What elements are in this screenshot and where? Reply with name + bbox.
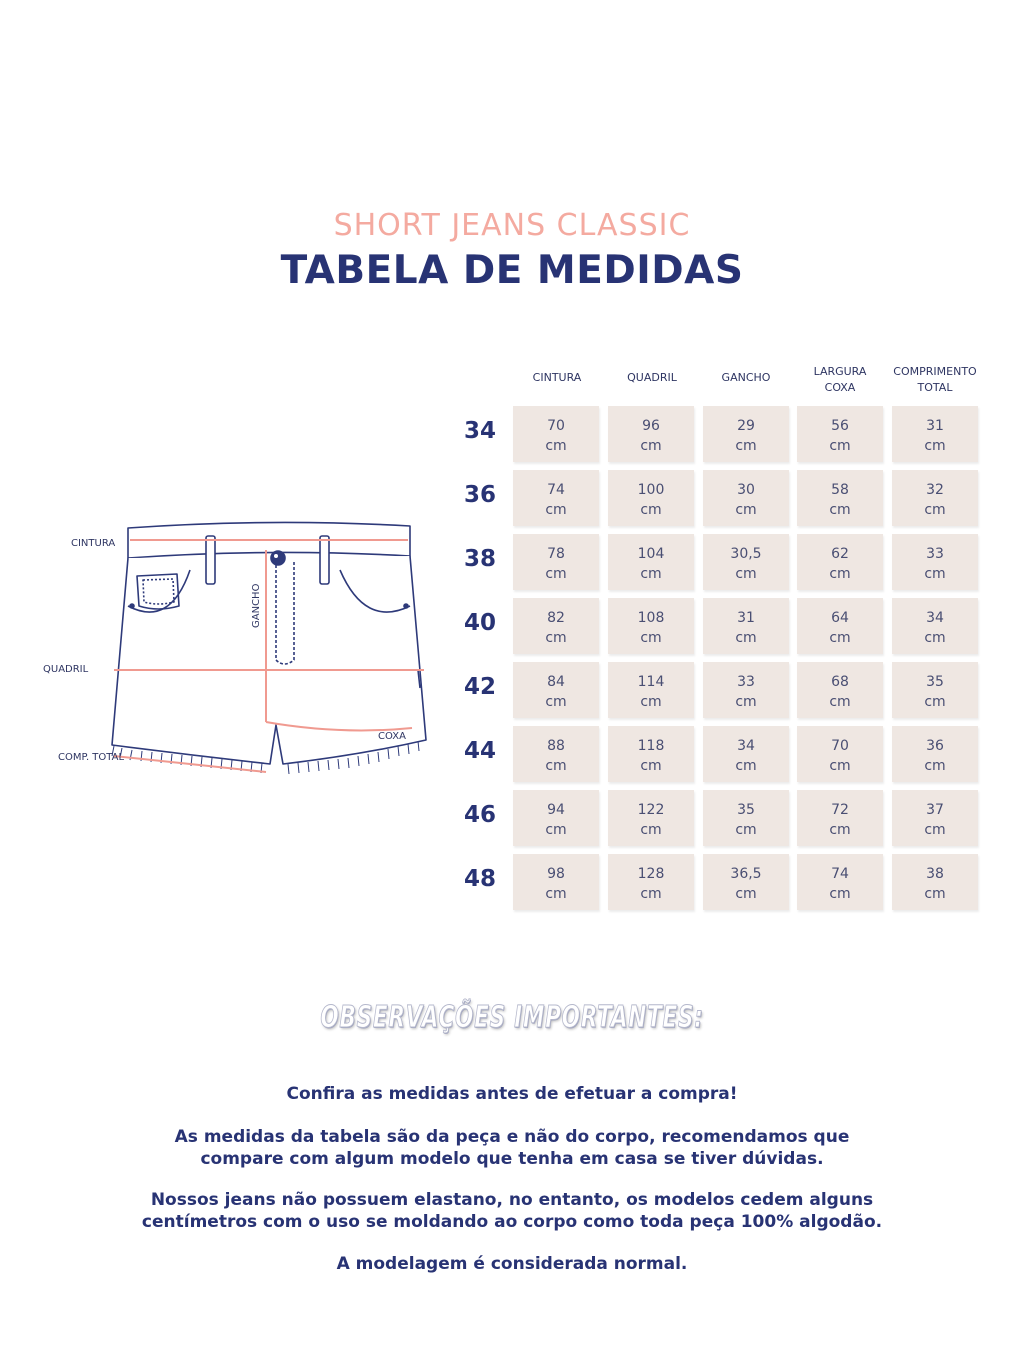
cell-value: 34 xyxy=(737,738,755,754)
cell-value: 34 xyxy=(926,610,944,626)
cell-unit: cm xyxy=(640,886,662,902)
cell-unit: cm xyxy=(640,630,662,646)
cell-unit: cm xyxy=(640,438,662,454)
cell-unit: cm xyxy=(924,694,946,710)
table-cell xyxy=(703,406,789,462)
table-cell xyxy=(608,726,694,782)
label-comp-total: COMP. TOTAL xyxy=(58,752,125,763)
cell-unit: cm xyxy=(735,502,757,518)
cell-unit: cm xyxy=(829,502,851,518)
cell-value: 35 xyxy=(737,802,755,818)
cell-value: 88 xyxy=(547,738,565,754)
size-label: 40 xyxy=(463,610,496,636)
cell-value: 78 xyxy=(547,546,565,562)
cell-unit: cm xyxy=(735,822,757,838)
table-cell xyxy=(513,406,599,462)
size-label: 36 xyxy=(463,482,496,508)
cell-value: 108 xyxy=(637,610,665,626)
table-cell xyxy=(892,854,978,910)
cell-unit: cm xyxy=(640,758,662,774)
table-cell xyxy=(703,470,789,526)
cell-unit: cm xyxy=(545,886,567,902)
table-cell xyxy=(892,598,978,654)
label-cintura: CINTURA xyxy=(71,538,116,549)
cell-unit: cm xyxy=(924,758,946,774)
cell-value: 33 xyxy=(737,674,755,690)
col-header-largura-coxa: LARGURA COXA xyxy=(813,365,867,394)
table-cell xyxy=(703,662,789,718)
table-cell xyxy=(608,598,694,654)
cell-unit: cm xyxy=(924,566,946,582)
table-cell xyxy=(513,726,599,782)
note-confira: Confira as medidas antes de efetuar a compra! xyxy=(286,1084,738,1104)
table-cell xyxy=(797,662,883,718)
table-cell xyxy=(703,598,789,654)
note-medidas-peca: As medidas da tabela são da peça e não do corpo, recomendamos que compare com algum modelo que tenha em casa se tiver dúvidas. xyxy=(174,1127,850,1169)
table-cell xyxy=(513,470,599,526)
cell-value: 62 xyxy=(831,546,849,562)
cell-unit: cm xyxy=(829,438,851,454)
table-cell xyxy=(608,470,694,526)
cell-value: 64 xyxy=(831,610,849,626)
cell-unit: cm xyxy=(829,758,851,774)
table-cell xyxy=(797,854,883,910)
cell-value: 30 xyxy=(737,482,755,498)
cell-unit: cm xyxy=(545,694,567,710)
cell-unit: cm xyxy=(640,694,662,710)
table-cell xyxy=(513,598,599,654)
cell-value: 98 xyxy=(547,866,565,882)
cell-unit: cm xyxy=(640,502,662,518)
cell-value: 122 xyxy=(637,802,665,818)
table-cell xyxy=(797,470,883,526)
cell-unit: cm xyxy=(545,758,567,774)
cell-unit: cm xyxy=(829,886,851,902)
table-cell xyxy=(892,790,978,846)
cell-value: 96 xyxy=(642,418,660,434)
col-header-comprimento-total: COMPRIMENTO TOTAL xyxy=(893,365,977,394)
label-coxa: COXA xyxy=(378,731,406,742)
cell-unit: cm xyxy=(735,886,757,902)
table-cell xyxy=(513,790,599,846)
cell-value: 70 xyxy=(831,738,849,754)
cell-unit: cm xyxy=(735,566,757,582)
cell-unit: cm xyxy=(924,438,946,454)
cell-unit: cm xyxy=(924,822,946,838)
cell-unit: cm xyxy=(829,694,851,710)
table-cell xyxy=(892,534,978,590)
cell-value: 70 xyxy=(547,418,565,434)
page-title: TABELA DE MEDIDAS xyxy=(280,248,744,293)
cell-value: 74 xyxy=(831,866,849,882)
cell-unit: cm xyxy=(545,438,567,454)
shorts-diagram xyxy=(40,510,460,790)
cell-unit: cm xyxy=(735,630,757,646)
table-cell xyxy=(797,406,883,462)
observations-title: OBSERVAÇÕES IMPORTANTES: xyxy=(320,1000,704,1035)
note-elastano: Nossos jeans não possuem elastano, no entanto, os modelos cedem alguns centímetros com o uso se moldando ao corpo como toda peça 100% algodão. xyxy=(141,1190,883,1232)
cell-value: 68 xyxy=(831,674,849,690)
table-cell xyxy=(892,662,978,718)
size-label: 46 xyxy=(463,802,496,828)
cell-unit: cm xyxy=(829,630,851,646)
table-cell xyxy=(608,854,694,910)
table-cell xyxy=(608,534,694,590)
cell-unit: cm xyxy=(735,758,757,774)
col-header-gancho: GANCHO xyxy=(721,371,771,384)
note-modelagem: A modelagem é considerada normal. xyxy=(336,1254,688,1274)
cell-value: 30,5 xyxy=(730,546,762,562)
size-label: 48 xyxy=(463,866,496,892)
cell-value: 36 xyxy=(926,738,944,754)
cell-unit: cm xyxy=(545,630,567,646)
table-cell xyxy=(703,534,789,590)
cell-unit: cm xyxy=(640,822,662,838)
col-header-cintura: CINTURA xyxy=(532,371,582,384)
cell-unit: cm xyxy=(924,502,946,518)
table-cell xyxy=(608,406,694,462)
col-header-quadril: QUADRIL xyxy=(627,371,677,384)
cell-value: 118 xyxy=(637,738,665,754)
cell-value: 58 xyxy=(831,482,849,498)
cell-value: 38 xyxy=(926,866,944,882)
table-cell xyxy=(703,854,789,910)
cell-value: 31 xyxy=(737,610,755,626)
label-quadril: QUADRIL xyxy=(43,664,89,675)
table-cell xyxy=(797,790,883,846)
cell-value: 94 xyxy=(547,802,565,818)
size-label: 38 xyxy=(463,546,496,572)
table-cell xyxy=(703,790,789,846)
cell-unit: cm xyxy=(545,822,567,838)
cell-unit: cm xyxy=(829,822,851,838)
table-cell xyxy=(608,662,694,718)
table-cell xyxy=(797,534,883,590)
cell-unit: cm xyxy=(924,630,946,646)
cell-value: 36,5 xyxy=(730,866,762,882)
cell-unit: cm xyxy=(735,694,757,710)
cell-value: 128 xyxy=(637,866,665,882)
cell-unit: cm xyxy=(735,438,757,454)
table-cell xyxy=(513,662,599,718)
cell-value: 37 xyxy=(926,802,944,818)
table-cell xyxy=(892,726,978,782)
table-cell xyxy=(797,598,883,654)
cell-value: 74 xyxy=(547,482,565,498)
table-cell xyxy=(513,534,599,590)
label-gancho: GANCHO xyxy=(251,583,262,628)
size-label: 42 xyxy=(463,674,496,700)
cell-value: 35 xyxy=(926,674,944,690)
table-cell xyxy=(513,854,599,910)
table-cell xyxy=(892,406,978,462)
cell-value: 56 xyxy=(831,418,849,434)
cell-value: 104 xyxy=(637,546,665,562)
cell-value: 32 xyxy=(926,482,944,498)
cell-unit: cm xyxy=(545,502,567,518)
cell-value: 29 xyxy=(737,418,755,434)
cell-value: 84 xyxy=(547,674,565,690)
cell-value: 82 xyxy=(547,610,565,626)
cell-unit: cm xyxy=(545,566,567,582)
size-label: 34 xyxy=(463,418,496,444)
cell-value: 72 xyxy=(831,802,849,818)
product-name: SHORT JEANS CLASSIC xyxy=(333,208,691,243)
table-cell xyxy=(797,726,883,782)
cell-value: 31 xyxy=(926,418,944,434)
cell-unit: cm xyxy=(829,566,851,582)
table-cell xyxy=(703,726,789,782)
table-cell xyxy=(608,790,694,846)
cell-value: 114 xyxy=(637,674,665,690)
cell-value: 100 xyxy=(637,482,665,498)
size-label: 44 xyxy=(463,738,496,764)
cell-unit: cm xyxy=(924,886,946,902)
cell-value: 33 xyxy=(926,546,944,562)
table-cell xyxy=(892,470,978,526)
cell-unit: cm xyxy=(640,566,662,582)
